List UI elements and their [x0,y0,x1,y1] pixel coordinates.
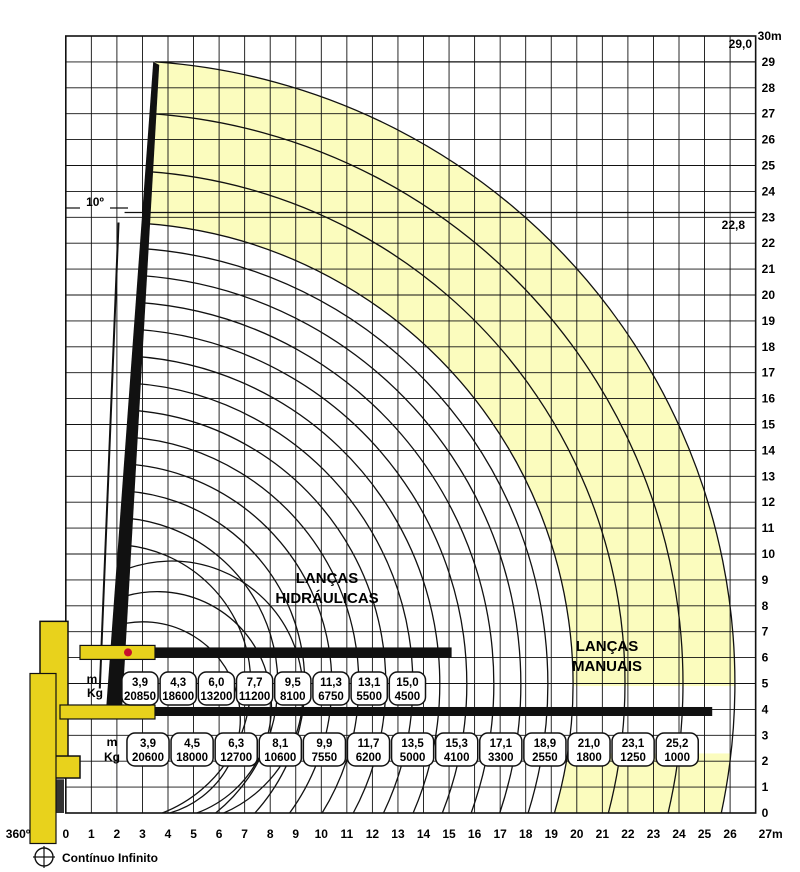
table1-cell [122,672,158,705]
table1-radius: 6,0 [208,677,225,689]
table2-load: 2550 [532,752,558,764]
table2-load: 12700 [220,752,253,764]
reach-marker-29-label: 29,0 [728,37,752,51]
y-tick-label: 22 [761,236,776,251]
table1-radius: 15,0 [396,677,419,689]
y-tick-label: 24 [761,184,776,199]
rotation-icon [33,846,55,868]
table2-cell [215,733,257,766]
y-tick-label: 10 [761,547,776,561]
y-tick-label: 5 [761,676,769,691]
table1-load: 18600 [162,691,195,703]
y-tick-label: 1 [761,780,769,795]
table2-cell [127,733,169,766]
table1-cell [198,672,234,705]
y-tick-label: 18 [761,339,776,354]
x-tick-label: 8 [266,827,274,841]
y-tick-label: 7 [761,624,769,639]
x-tick-label: 10 [314,827,328,841]
table2-load: 1800 [576,752,602,764]
y-tick-label: 17 [761,365,776,380]
x-tick-label: 19 [544,827,558,841]
table1-cell [237,672,273,705]
x-tick-label: 2 [113,827,121,841]
table2-radius: 21,0 [577,738,601,750]
table2-unit-kg: Kg [104,750,120,764]
table2-cell [524,733,566,766]
x-tick-label: 3 [139,827,146,841]
x-unit-label: 27m [758,827,783,841]
table2-cell [656,733,698,766]
y-tick-label: 21 [761,262,776,277]
y-tick-label: 28 [761,80,776,95]
table2-load: 5000 [399,752,426,764]
x-tick-label: 9 [292,827,300,841]
table2-radius: 9,9 [316,738,333,750]
y-tick-label: 16 [761,391,776,406]
y-tick-label: 8 [761,598,769,613]
x-tick-label: 4 [164,827,172,841]
x-tick-label: 24 [672,827,686,841]
x-tick-label: 23 [646,827,661,841]
table1-cell [313,672,349,705]
table1-radius: 11,3 [320,677,342,689]
table1-cell [351,672,387,705]
y-tick-label: 13 [761,469,776,484]
table2-load: 18000 [176,752,209,764]
table2-cell [171,733,213,766]
y-tick-label: 4 [761,702,769,717]
y-tick-label: 26 [761,132,776,147]
hydraulic-label-line1: LANÇAS [295,570,359,587]
y-tick-label: 27 [761,106,776,121]
table1-radius: 3,9 [132,677,148,689]
y-unit-label: 30m [757,29,782,43]
table1-load: 5500 [356,691,382,703]
table2-load: 4100 [443,752,470,764]
manual-label-line1: LANÇAS [575,638,639,655]
x-tick-label: 13 [391,827,405,841]
y-tick-label: 23 [761,210,776,225]
table2-cell [303,733,345,766]
x-tick-label: 7 [241,827,248,841]
x-zero-label: 0 [62,827,70,841]
upper-boom-head [80,645,155,659]
table1-cell [160,672,196,705]
table2-radius: 15,3 [445,738,468,750]
x-tick-label: 6 [215,827,223,841]
table2-radius: 18,9 [533,738,557,750]
x-tick-label: 5 [190,827,197,841]
y-tick-label: 29 [761,54,776,69]
table2-unit-m: m [106,735,118,749]
y-tick-label: 6 [761,650,769,665]
x-tick-label: 26 [723,827,737,841]
table2-load: 7550 [311,752,338,764]
table2-radius: 6,3 [228,738,245,750]
x-tick-label: 17 [493,827,507,841]
y-tick-label: 15 [761,417,776,432]
table2-cell [480,733,522,766]
table2-load: 20600 [132,752,164,764]
table2-radius: 13,5 [401,738,424,750]
x-tick-label: 16 [467,827,482,841]
table1-load: 20850 [124,691,156,703]
table2-cell [436,733,478,766]
manual-label-line2: MANUAIS [572,658,642,675]
table2-cell [612,733,654,766]
table1-load: 6750 [318,691,344,703]
y-tick-label: 2 [761,754,769,769]
table1-load: 8100 [280,691,306,703]
table2-radius: 11,7 [357,738,380,750]
x-tick-label: 1 [88,827,95,841]
y-tick-label: 20 [761,288,776,302]
table1-radius: 7,7 [246,677,263,689]
continuous-rotation-label: Contínuo Infinito [62,851,158,865]
table2-cell [259,733,301,766]
crane-leg-right [56,779,64,813]
table2-radius: 4,5 [184,738,201,750]
rotation-angle-label: 360º [5,827,31,841]
y-tick-label: 9 [761,572,769,587]
table2-load: 1000 [664,752,690,764]
y-tick-label: 19 [761,313,776,328]
x-tick-label: 11 [340,827,354,841]
table2-cell [568,733,610,766]
reach-marker-22-label: 22,8 [721,218,745,232]
y-tick-label: 0 [761,806,769,820]
table2-cell [347,733,389,766]
horizontal-boom-lower [60,707,712,716]
y-tick-label: 25 [761,158,776,173]
x-tick-label: 14 [416,827,431,841]
lower-boom-head [60,705,155,719]
table1-radius: 13,1 [358,677,381,689]
table1-load: 4500 [394,691,421,703]
x-tick-label: 15 [442,827,456,841]
table1-unit-kg: Kg [87,686,103,700]
table1-radius: 9,5 [284,677,301,689]
table2-load: 10600 [264,752,297,764]
x-tick-label: 22 [621,827,635,841]
x-tick-label: 25 [697,827,712,841]
x-tick-label: 18 [519,827,533,841]
table2-load: 1250 [620,752,646,764]
red-indicator [124,648,132,656]
table1-radius: 4,3 [170,677,187,689]
crane-arm-joint [30,674,56,844]
table1-unit-m: m [86,672,98,686]
table2-load: 3300 [488,752,514,764]
table2-radius: 23,1 [621,738,645,750]
table2-radius: 3,9 [140,738,156,750]
x-tick-label: 21 [595,827,610,841]
table1-load: 11200 [238,691,271,703]
table1-cell [389,672,425,705]
table2-radius: 8,1 [272,738,289,750]
table1-load: 13200 [200,691,233,703]
y-tick-label: 14 [761,443,776,458]
x-tick-label: 12 [365,827,380,841]
hydraulic-label-line2: HIDRÁULICAS [275,590,379,607]
table1-cell [275,672,311,705]
table2-radius: 25,2 [666,738,689,750]
y-tick-label: 11 [761,521,775,536]
x-tick-label: 20 [570,827,584,841]
table2-cell [392,733,434,766]
y-tick-label: 3 [761,728,769,743]
table2-radius: 17,1 [489,738,512,750]
boom-angle-label: 10º [86,195,104,209]
y-tick-label: 12 [761,495,776,510]
table2-load: 6200 [355,752,382,764]
